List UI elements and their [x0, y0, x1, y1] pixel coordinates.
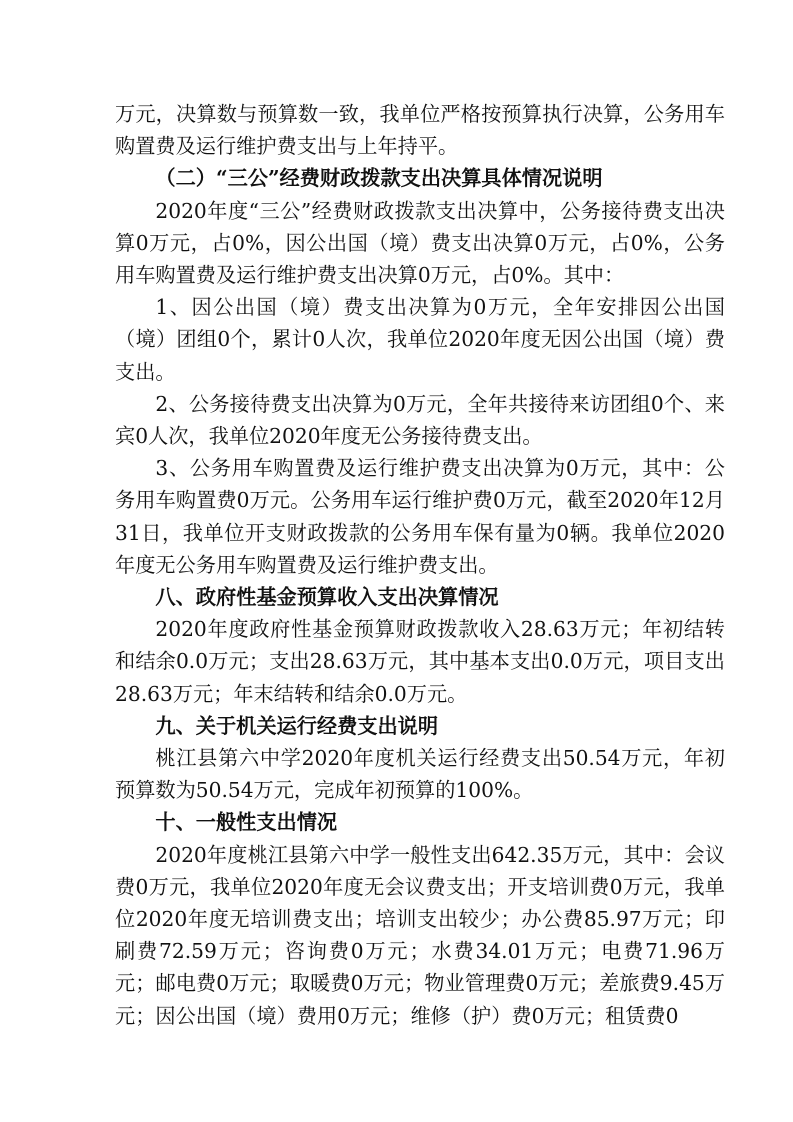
- paragraph-operating-expenses: 桃江县第六中学2020年度机关运行经费支出50.54万元，年初预算数为50.54万元，完成年初预算的100%。: [115, 746, 725, 803]
- paragraph-government-fund: 2020年度政府性基金预算财政拨款收入28.63万元；年初结转和结余0.0万元；支出28.63万元，其中基本支出0.0万元，项目支出28.63万元；年末结转和结余0.0万元。: [115, 617, 725, 706]
- section-heading-general-expenses: 十、一般性支出情况: [155, 810, 338, 835]
- section-heading-government-fund: 八、政府性基金预算收入支出决算情况: [155, 585, 499, 610]
- paragraph-reception: 2、公务接待费支出决算为0万元，全年共接待来访团组0个、来宾0人次，我单位2020年度无公务接待费支出。: [115, 391, 725, 449]
- paragraph-general-expenses: 2020年度桃江县第六中学一般性支出642.35万元，其中：会议费0万元，我单位2020年度无会议费支出；开支培训费0万元，我单位2020年度无培训费支出；培训支出较少；办公费85.97万元；印刷费72.59万元；咨询费0万元；水费34.01万元；电费71.96万元；邮电费0万元；取暖费0万元；物业管理费0万元；差旅费9.45万元；因公出国（境）费用0万元；维修（护）费0万元；租赁费0: [115, 842, 725, 1028]
- paragraph-san-gong-summary: 2020年度“三公”经费财政拨款支出决算中，公务接待费支出决算0万元，占0%，因公出国（境）费支出决算0万元，占0%，公务用车购置费及运行维护费支出决算0万元，占0%。其中：: [115, 198, 725, 288]
- section-heading-operating-expenses: 九、关于机关运行经费支出说明: [155, 713, 439, 738]
- document-body: [115, 98, 725, 1032]
- section-heading-san-gong: （二）“三公”经费财政拨款支出决算具体情况说明: [155, 166, 603, 191]
- paragraph-continuation: 万元，决算数与预算数一致，我单位严格按预算执行决算，公务用车购置费及运行维护费支出与上年持平。: [115, 102, 725, 159]
- paragraph-vehicles: 3、公务用车购置费及运行维护费支出决算为0万元，其中：公务用车购置费0万元。公务用车运行维护费0万元，截至2020年12月31日，我单位开支财政拨款的公务用车保有量为0辆。我单位2020年度无公务用车购置费及运行维护费支出。: [115, 456, 725, 577]
- paragraph-overseas-travel: 1、因公出国（境）费支出决算为0万元，全年安排因公出国（境）团组0个，累计0人次，我单位2020年度无因公出国（境）费支出。: [115, 295, 725, 384]
